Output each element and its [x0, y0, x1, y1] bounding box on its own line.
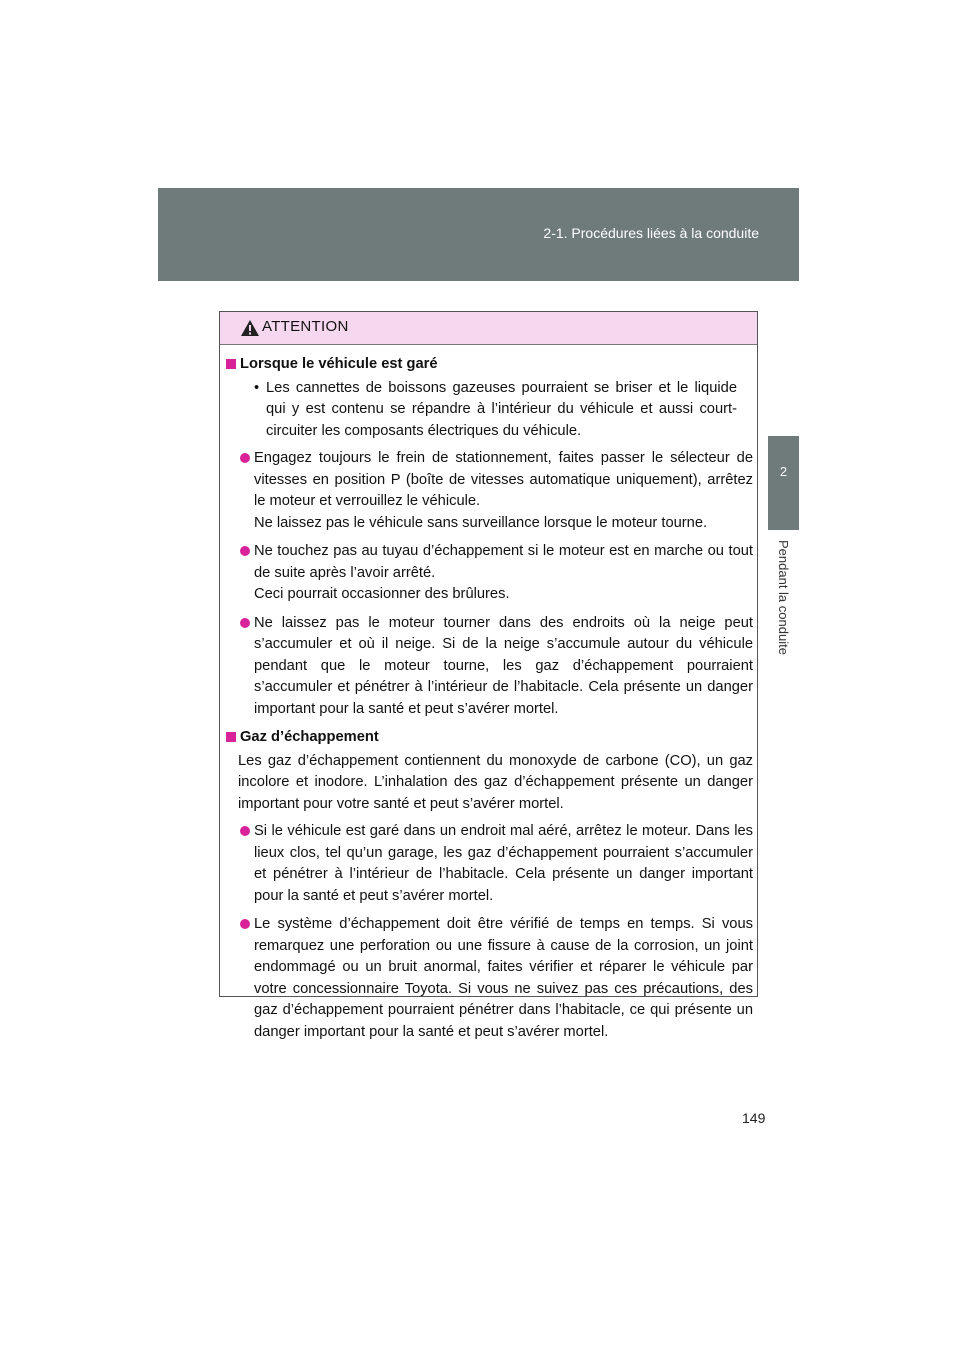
section-header-band	[158, 188, 799, 281]
list-item: Si le véhicule est garé dans un endroit mal aéré, arrêtez le moteur. Dans les lieux clos, tel qu’un garage, les gaz d’échappement pourraient s’accumuler et pénétrer à l’intérieur de l’habitacle. Cela présente un danger important pour la santé et peut s’avérer mortel.	[226, 821, 753, 907]
list-item: • Les cannettes de boissons gazeuses pourraient se briser et le liquide qui y est contenu se répandre à l’intérieur du véhicule et aussi court-circuiter les composants électriques du véhicule.	[254, 379, 737, 439]
chapter-label: Pendant la conduite	[776, 540, 791, 655]
list-item: Ne touchez pas au tuyau d’échappement si le moteur est en marche ou tout de suite après l’avoir arrêté. Ceci pourrait occasionner des brûlures.	[226, 541, 753, 606]
round-bullet-icon	[240, 826, 250, 836]
warning-body	[220, 345, 757, 1043]
list-item: Le système d’échappement doit être vérifié de temps en temps. Si vous remarquez une perforation ou une fissure à cause de la corrosion, un joint endommagé ou un bruit anormal, faites vérifier et réparer le véhicule par votre concessionnaire Toyota. Si vous ne suivez pas ces précautions, des gaz d’échappement pourraient pénétrer dans l’habitacle, ce qui présente un danger important pour la santé et peut s’avérer mortel.	[226, 914, 753, 1043]
square-bullet-icon	[226, 359, 236, 369]
section-heading-exhaust: Gaz d’échappement	[226, 727, 753, 749]
warning-header	[220, 312, 757, 345]
round-bullet-icon	[240, 453, 250, 463]
list-item: Ne laissez pas le moteur tourner dans des endroits où la neige peut s’accumuler et où il neige. Si de la neige s’accumule autour du véhicule pendant que le moteur tourne, les gaz d’échappement pourraient s’accumuler et pénétrer à l’intérieur de l’habitacle. Cela présente un danger important pour la santé et peut s’avérer mortel.	[226, 613, 753, 721]
round-bullet-icon	[240, 919, 250, 929]
warning-box	[219, 311, 758, 1040]
round-bullet-icon	[240, 546, 250, 556]
page-number: 149	[742, 1110, 766, 1126]
list-item: Engagez toujours le frein de stationnement, faites passer le sélecteur de vitesses en position P (boîte de vitesses automatique uniquement), arrêtez le moteur et verrouillez le véhicule. Ne laissez pas le véhicule sans surveillance lorsque le moteur tourne.	[226, 448, 753, 534]
round-bullet-icon	[240, 618, 250, 628]
chapter-number: 2	[779, 464, 788, 479]
square-bullet-icon	[226, 732, 236, 742]
section-title: 2-1. Procédures liées à la conduite	[543, 225, 759, 241]
warning-title: ATTENTION	[262, 318, 349, 335]
intro-paragraph: Les gaz d’échappement contiennent du monoxyde de carbone (CO), un gaz incolore et inodore. L’inhalation des gaz d’échappement présente un danger important pour votre santé et peut s’avérer mortel.	[238, 752, 753, 812]
chapter-tab	[768, 436, 799, 530]
warning-triangle-icon	[240, 319, 260, 337]
dot-bullet-icon: •	[254, 379, 260, 396]
section-heading-parked: Lorsque le véhicule est garé	[226, 354, 753, 376]
